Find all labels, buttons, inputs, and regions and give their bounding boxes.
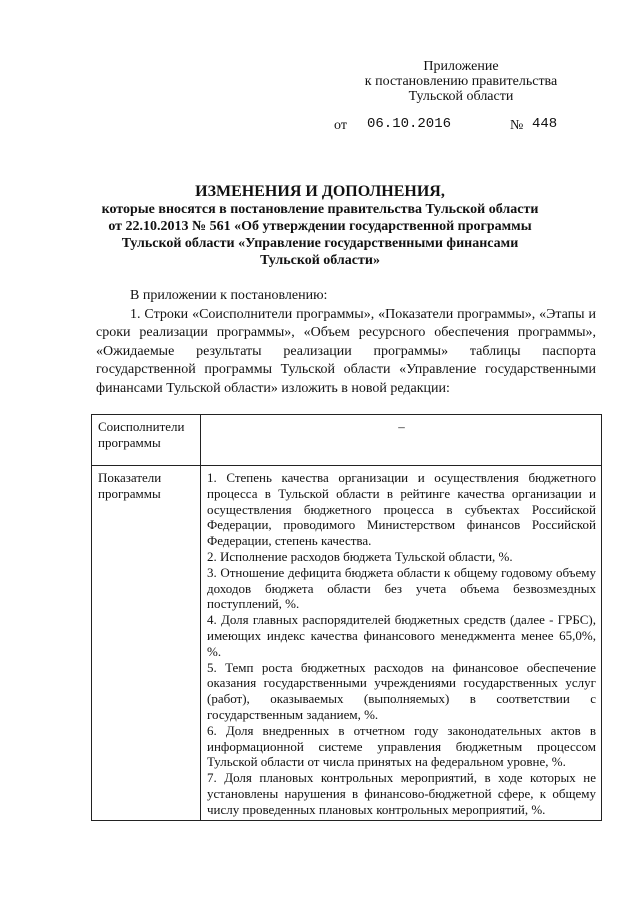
decree-number-label: № xyxy=(510,118,524,133)
indicator-item: 1. Степень качества организации и осуществления бюджетного процесса в Тульской области в рейтинге качества организации и осуществления бюджетного процесса в субъектах Российской Федерации, проводимого Министерством финансов Российской Федерации, степень качества. xyxy=(207,470,596,549)
passport-table xyxy=(91,414,602,821)
indicator-item: 2. Исполнение расходов бюджета Тульской области, %. xyxy=(207,548,513,564)
decree-from-label: от xyxy=(334,118,347,133)
row-label-coexecutors: Соисполнители программы xyxy=(92,415,201,466)
indicator-item: 6. Доля внедренных в отчетном году законодательных актов в информационной системе управления бюджетным процессом Тульской области от числа принятых на федеральном уровне, %. xyxy=(207,722,596,770)
heading-line-2: от 22.10.2013 № 561 «Об утверждении государственной программы xyxy=(108,219,532,234)
table-row xyxy=(92,466,602,821)
table-row xyxy=(92,415,602,466)
heading-line-3: Тульской области «Управление государственными финансами xyxy=(121,236,519,251)
appendix-line-3: Тульской области xyxy=(408,89,514,104)
indicator-item: 4. Доля главных распорядителей бюджетных средств (далее - ГРБС), имеющих индекс качества финансового менеджмента менее 65,0%, %. xyxy=(207,612,596,659)
heading-title: ИЗМЕНЕНИЯ И ДОПОЛНЕНИЯ, xyxy=(195,183,445,200)
row-value-indicators xyxy=(201,466,602,821)
heading-line-1: которые вносятся в постановление правительства Тульской области xyxy=(101,202,539,217)
document-heading xyxy=(70,183,570,269)
indicator-item: 3. Отношение дефицита бюджета области к общему годовому объему доходов бюджета области без учета объема безвозмездных поступлений, %. xyxy=(207,564,596,612)
paragraph-1: 1. Строки «Соисполнители программы», «Показатели программы», «Этапы и сроки реализации программы», «Объем ресурсного обеспечения программы», «Ожидаемые результаты реализации программы» таблицы паспорта государственной программы Тульской области «Управление государственными финансами Тульской области» изложить в новой редакции: xyxy=(96,306,596,396)
appendix-line-2: к постановлению правительства xyxy=(364,74,558,89)
decree-number: 448 xyxy=(532,116,558,132)
heading-line-4: Тульской области» xyxy=(260,253,380,268)
appendix-header xyxy=(356,59,566,104)
row-label-indicators: Показатели программы xyxy=(92,466,201,821)
indicator-item: 7. Доля плановых контрольных мероприятий, в ходе которых не установлены нарушения в финансово-бюджетной сфере, к общему числу проведенных плановых контрольных мероприятий, %. xyxy=(207,770,596,817)
intro-paragraph: В приложении к постановлению: xyxy=(130,288,328,303)
row-value-coexecutors: – xyxy=(201,415,602,466)
body-text xyxy=(96,287,596,398)
decree-date: 06.10.2016 xyxy=(367,116,452,132)
appendix-line-1: Приложение xyxy=(423,59,499,74)
indicator-item: 5. Темп роста бюджетных расходов на финансовое обеспечение оказания государственными учреждениями государственных услуг (работ), оказываемых (выполняемых) в соответствии с государственным заданием, %. xyxy=(207,659,596,722)
